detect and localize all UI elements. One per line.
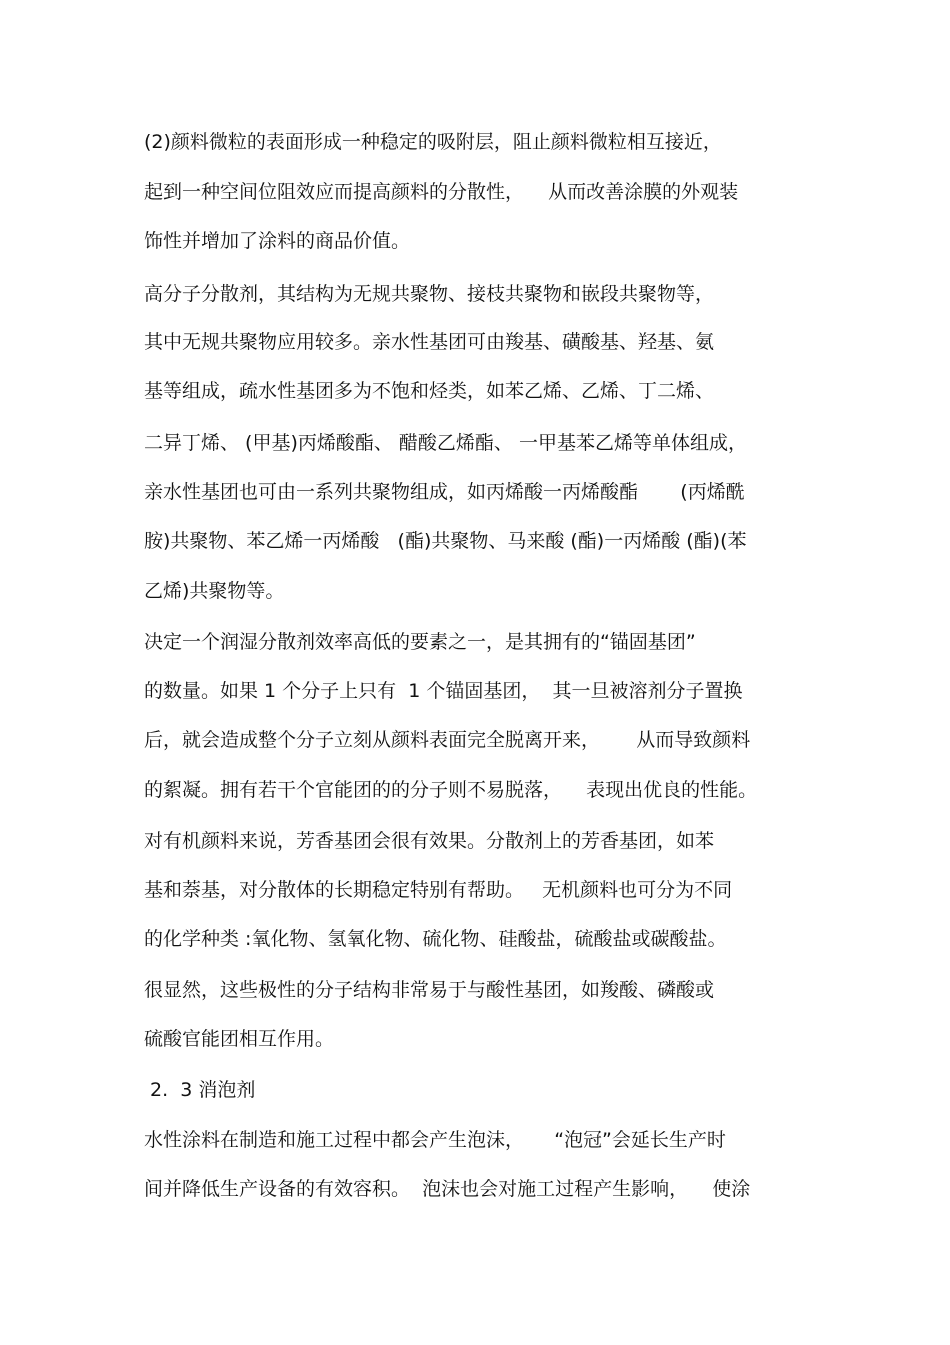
text-line: 很显然，这些极性的分子结构非常易于与酸性基团，如羧酸、磷酸或 bbox=[144, 979, 715, 1001]
text-line: 起到一种空间位阻效应而提高颜料的分散性， 从而改善涂膜的外观装 bbox=[144, 181, 739, 203]
text-line: 饰性并增加了涂料的商品价值。 bbox=[144, 230, 411, 252]
text-line: 对有机颜料来说，芳香基团会很有效果。分散剂上的芳香基团，如苯 bbox=[144, 830, 715, 852]
text-line: 二异丁烯、 (甲基)丙烯酸酯、 醋酸乙烯酯、 一甲基苯乙烯等单体组成， bbox=[144, 432, 747, 454]
text-line: (2)颜料微粒的表面形成一种稳定的吸附层，阻止颜料微粒相互接近， bbox=[144, 131, 722, 153]
text-line: 的絮凝。拥有若干个官能团的的分子则不易脱落， 表现出优良的性能。 bbox=[144, 779, 758, 801]
text-line: 亲水性基团也可由一系列共聚物组成，如丙烯酸一丙烯酸酯 (丙烯酰 bbox=[144, 481, 745, 503]
text-line: 的数量。如果 1 个分子上只有 1 个锚固基团， 其一旦被溶剂分子置换 bbox=[144, 680, 743, 702]
text-line: 决定一个润湿分散剂效率高低的要素之一，是其拥有的“锚固基团” bbox=[144, 631, 696, 653]
text-line: 的化学种类 :氧化物、氢氧化物、硫化物、硅酸盐，硫酸盐或碳酸盐。 bbox=[144, 928, 727, 950]
section-heading: 2. 3 消泡剂 bbox=[144, 1079, 256, 1101]
text-line: 其中无规共聚物应用较多。亲水性基团可由羧基、磺酸基、羟基、氨 bbox=[144, 331, 715, 353]
text-line: 基和萘基，对分散体的长期稳定特别有帮助。 无机颜料也可分为不同 bbox=[144, 879, 733, 901]
text-line: 水性涂料在制造和施工过程中都会产生泡沫， “泡冠”会延长生产时 bbox=[144, 1129, 726, 1151]
text-line: 胺)共聚物、苯乙烯一丙烯酸 (酯)共聚物、马来酸 (酯)一丙烯酸 (酯)(苯 bbox=[144, 530, 747, 552]
text-line: 基等组成，疏水性基团多为不饱和烃类，如苯乙烯、乙烯、丁二烯、 bbox=[144, 380, 715, 402]
text-line: 后，就会造成整个分子立刻从颜料表面完全脱离开来， 从而导致颜料 bbox=[144, 729, 751, 751]
text-line: 硫酸官能团相互作用。 bbox=[144, 1028, 335, 1050]
text-line: 乙烯)共聚物等。 bbox=[144, 580, 285, 602]
text-line: 高分子分散剂，其结构为无规共聚物、接枝共聚物和嵌段共聚物等， bbox=[144, 283, 715, 305]
text-line: 间并降低生产设备的有效容积。 泡沫也会对施工过程产生影响， 使涂 bbox=[144, 1178, 751, 1200]
